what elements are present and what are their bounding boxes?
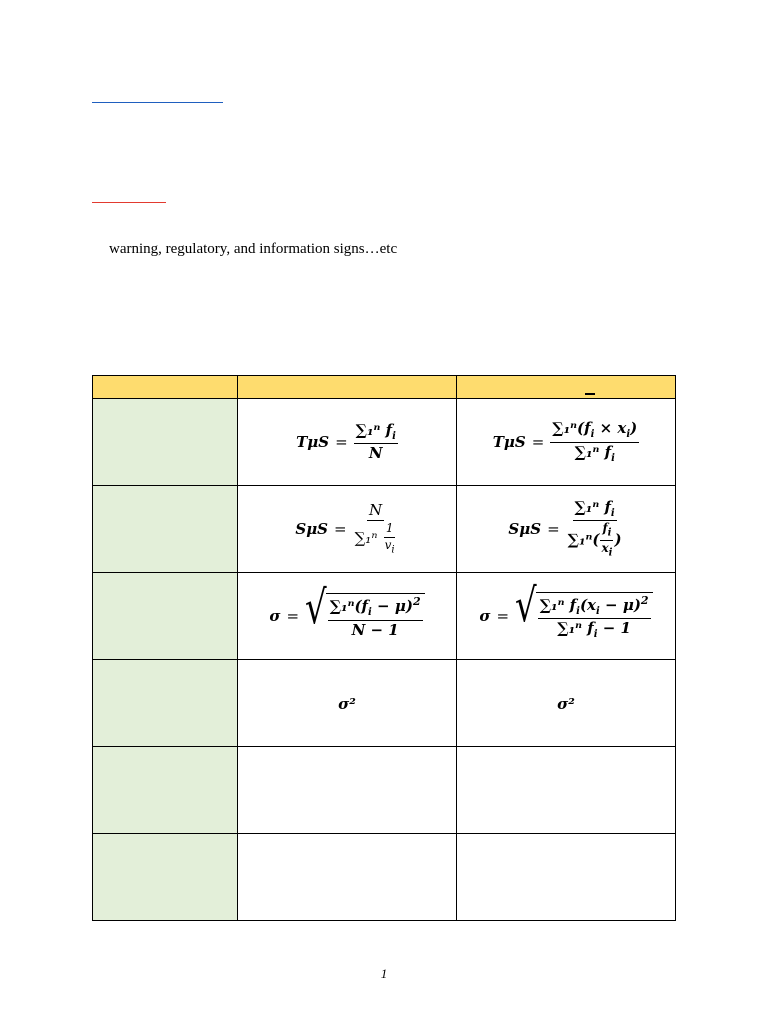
space-mean-speed-formula-ungrouped: SμS = N ∑₁ⁿ $\frac{1}{v_i}$ xyxy=(295,501,395,556)
header-cell-3 xyxy=(457,376,676,399)
statistics-table xyxy=(92,375,676,921)
table-row xyxy=(93,660,676,747)
table-row xyxy=(93,486,676,573)
variance-ungrouped: σ² xyxy=(338,694,356,713)
table-row xyxy=(93,834,676,921)
table-header-row xyxy=(93,376,676,399)
table-row xyxy=(93,573,676,660)
variance-grouped: σ² xyxy=(557,694,575,713)
formula-cell xyxy=(457,573,676,660)
empty-cell xyxy=(238,747,457,834)
formula-cell xyxy=(238,399,457,486)
formula-cell xyxy=(238,486,457,573)
table-row xyxy=(93,747,676,834)
standard-deviation-formula-grouped: σ = √ $\frac{\sum_1^n f_i(x_i - \mu)^2}{\sum_1^n f_i - 1}$ xyxy=(479,592,652,641)
formula-cell xyxy=(238,660,457,747)
time-mean-speed-formula-ungrouped: TμS = $\frac{\sum_1^n f_i}{N}$ xyxy=(296,420,396,463)
header-cell-1 xyxy=(93,376,238,399)
standard-deviation-formula-ungrouped: σ = √ $\frac{\sum_1^n(f_i - \mu)^2}{N - 1}$ xyxy=(269,593,424,639)
row-label-cell xyxy=(93,399,238,486)
page-number: 1 xyxy=(380,966,388,981)
empty-cell xyxy=(457,747,676,834)
blue-underline-rule xyxy=(92,102,223,103)
space-mean-speed-formula-grouped: SμS = ∑₁ⁿ $f_i$ ∑₁ⁿ( $\frac{f_i}{x_i}$ ) xyxy=(508,497,622,559)
row-label-cell xyxy=(93,486,238,573)
red-underline-rule xyxy=(92,202,166,203)
formula-cell xyxy=(457,399,676,486)
header-cell-2 xyxy=(238,376,457,399)
empty-cell xyxy=(238,834,457,921)
formula-cell xyxy=(457,486,676,573)
formula-cell xyxy=(457,660,676,747)
table-row xyxy=(93,399,676,486)
empty-cell xyxy=(457,834,676,921)
row-label-cell xyxy=(93,747,238,834)
row-label-cell xyxy=(93,573,238,660)
time-mean-speed-formula-grouped: TμS = $\frac{\sum_1^n(f_i \times x_i)}{\sum_1^n f_i}$ xyxy=(492,419,638,464)
intro-text: warning, regulatory, and information signs…etc xyxy=(109,241,398,257)
formula-cell xyxy=(238,573,457,660)
row-label-cell xyxy=(93,660,238,747)
row-label-cell xyxy=(93,834,238,921)
mean-bar-mark xyxy=(585,393,595,395)
